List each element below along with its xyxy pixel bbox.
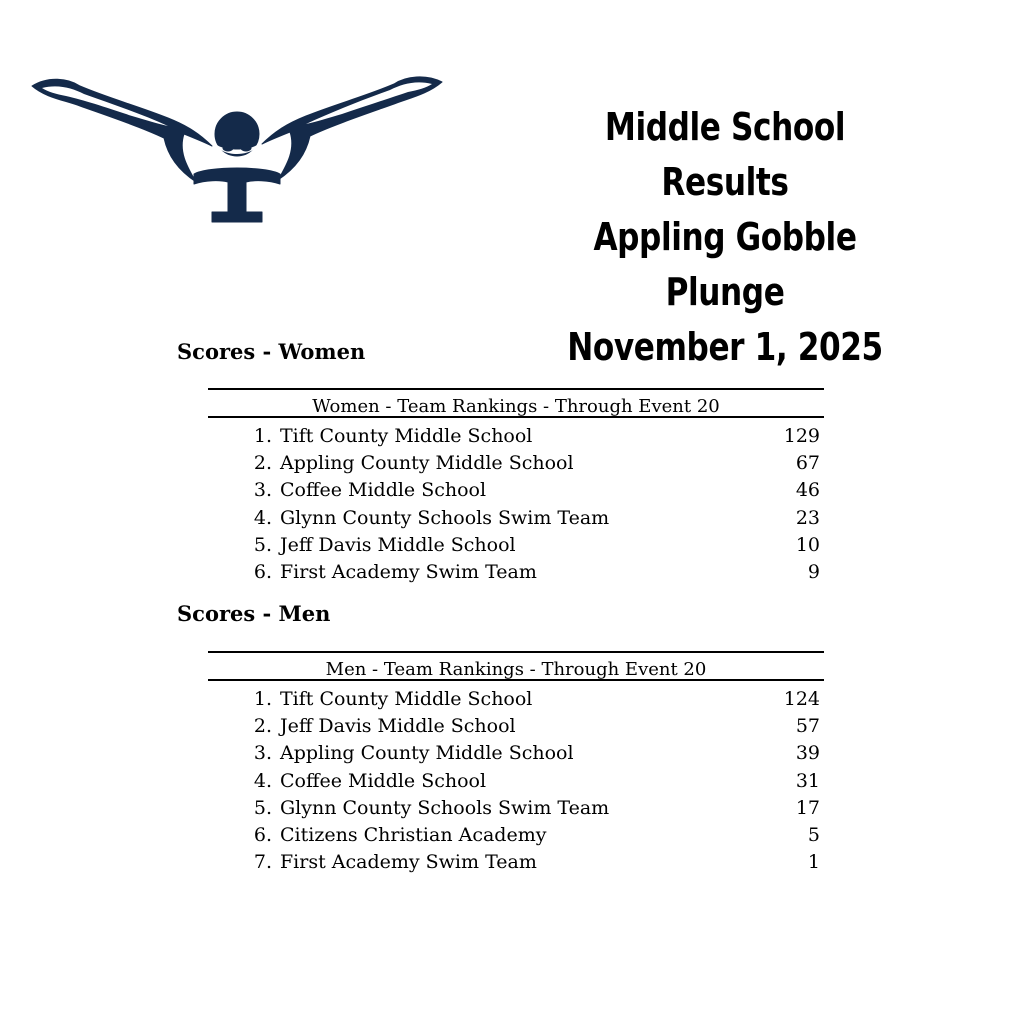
team-name: First Academy Swim Team [280,560,537,583]
table-row [208,532,824,559]
rank: 3. [253,742,272,765]
table-row [208,768,824,795]
team-score: 10 [795,533,820,556]
team-name: Coffee Middle School [280,479,487,502]
title-line-3: November 1, 2025 [567,325,883,369]
team-name: Coffee Middle School [280,769,487,792]
rank: 3. [253,479,272,502]
rank: 1. [253,425,272,447]
rank: 2. [253,715,272,738]
men-table-caption: Men - Team Rankings - Through Event 20 [208,653,824,681]
team-score: 31 [795,769,820,792]
team-score: 124 [783,688,820,710]
table-row [208,740,824,767]
team-score: 39 [795,742,820,765]
team-name: Citizens Christian Academy [280,823,547,846]
team-name: Appling County Middle School [280,452,574,475]
team-score: 129 [783,425,820,447]
rank: 2. [253,452,272,475]
table-row [208,713,824,740]
table-row [208,849,824,876]
rank: 5. [253,533,272,556]
team-score: 1 [807,851,820,874]
team-score: 17 [795,796,820,819]
team-name: Tift County Middle School [280,425,533,447]
rank: 1. [253,688,272,710]
women-scores-heading: Scores - Women [177,339,366,364]
team-score: 46 [795,479,820,502]
rank: 4. [253,769,272,792]
men-scores-heading: Scores - Men [177,601,331,626]
rank: 5. [253,796,272,819]
women-rankings-table [208,388,824,586]
team-name: Jeff Davis Middle School [280,533,516,556]
team-score: 67 [795,452,820,475]
table-row [208,686,824,713]
rank: 6. [253,560,272,583]
table-row [208,450,824,477]
table-row [208,477,824,504]
team-name: Glynn County Schools Swim Team [280,506,610,529]
women-table-caption: Women - Team Rankings - Through Event 20 [208,390,824,418]
team-score: 23 [795,506,820,529]
rank: 6. [253,823,272,846]
title-line-2: Appling Gobble Plunge [593,215,857,314]
team-name: Appling County Middle School [280,742,574,765]
rank: 4. [253,506,272,529]
men-rankings-table [208,651,824,876]
team-name: Tift County Middle School [280,688,533,710]
team-score: 5 [807,823,820,846]
team-name: First Academy Swim Team [280,851,537,874]
page-title [557,100,893,375]
table-row [208,423,824,450]
team-score: 57 [795,715,820,738]
team-score: 9 [807,560,820,583]
table-row [208,505,824,532]
team-name: Jeff Davis Middle School [280,715,516,738]
rank: 7. [253,851,272,874]
table-row [208,559,824,586]
title-line-1: Middle School Results [604,105,846,204]
team-name: Glynn County Schools Swim Team [280,796,610,819]
table-row [208,795,824,822]
swimmer-butterfly-logo-icon [28,72,446,230]
table-row [208,822,824,849]
